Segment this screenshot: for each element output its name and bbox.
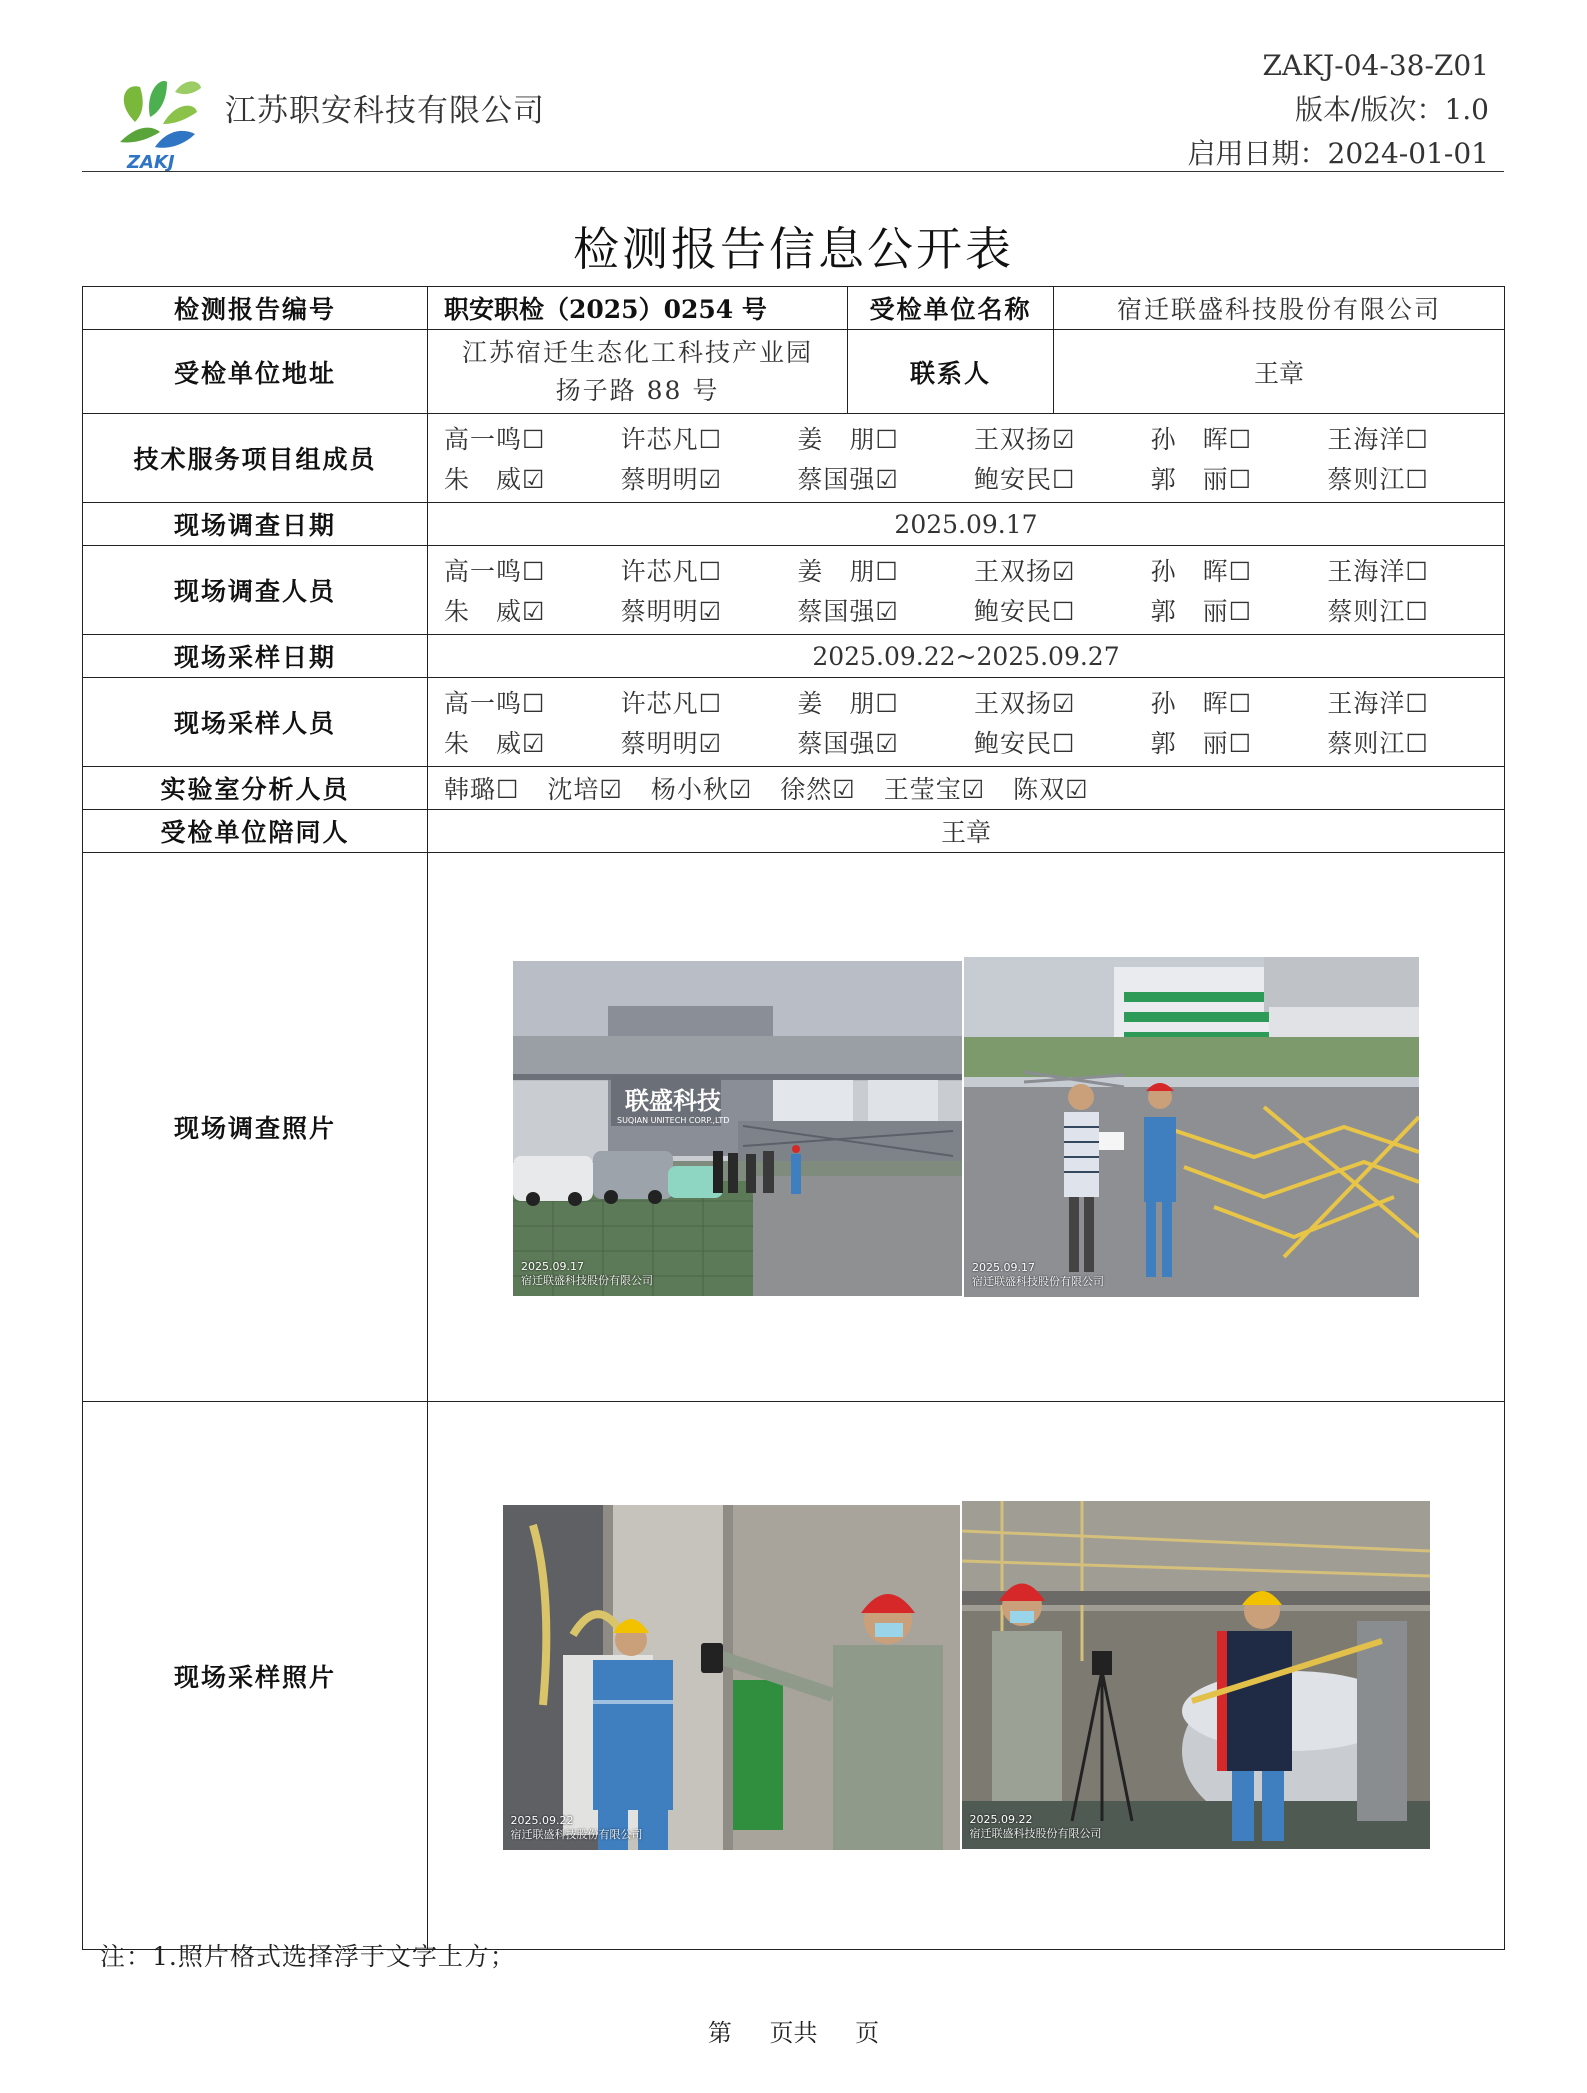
page-number: 第 页共 页: [707, 2019, 880, 2047]
member: 蔡则江☐: [1327, 729, 1429, 758]
sampling-date-label: 现场采样日期: [83, 635, 428, 678]
member: 蔡则江☐: [1327, 465, 1429, 494]
member: 朱 威☑: [444, 597, 546, 626]
survey-photos-cell: [428, 853, 1505, 1402]
address-line1: 江苏宿迁生态化工科技产业园: [461, 337, 813, 367]
survey-photo-yard: [964, 957, 1419, 1297]
sampling-photos-cell: [428, 1402, 1505, 1950]
member: 王海洋☐: [1327, 689, 1429, 718]
sampling-date-value: 2025.09.22~2025.09.27: [428, 635, 1505, 678]
member: 王莹宝☑: [883, 775, 986, 804]
member: 蔡明明☑: [620, 597, 723, 626]
row-address: [83, 330, 1505, 414]
member: 孙 晖☐: [1150, 425, 1253, 454]
survey-date-label: 现场调查日期: [83, 503, 428, 546]
member: 蔡国强☑: [797, 465, 899, 494]
photo-company: 宿迁联盛科技股份有限公司: [521, 1274, 653, 1287]
row-survey-date: [83, 503, 1505, 546]
member: 蔡国强☑: [797, 729, 899, 758]
report-no-label: 检测报告编号: [83, 287, 428, 330]
member: 鲍安民☐: [974, 465, 1076, 494]
member: 蔡国强☑: [797, 597, 899, 626]
sampling-photos: [428, 1501, 1504, 1850]
member: 鲍安民☐: [974, 729, 1076, 758]
member: 孙 晖☐: [1150, 557, 1253, 586]
tech-members-label: 技术服务项目组成员: [83, 414, 428, 503]
photo-date: 2025.09.22: [510, 1814, 574, 1827]
unit-name-label: 受检单位名称: [848, 287, 1054, 330]
row-escort: [83, 810, 1505, 853]
gate-sign: 联盛科技: [625, 1086, 721, 1115]
unit-name-value: 宿迁联盛科技股份有限公司: [1054, 287, 1505, 330]
report-no-value: 职安职检（2025）0254 号: [428, 287, 848, 330]
member: 许芯凡☐: [620, 557, 723, 586]
doc-info: [1188, 44, 1489, 176]
tech-members-cell: [428, 414, 1505, 503]
member: 姜 朋☐: [797, 425, 899, 454]
row-sampling-staff: [83, 678, 1505, 767]
contact-value: 王章: [1054, 330, 1505, 414]
sampling-photo-reactor-watermark: [970, 1813, 1102, 1841]
member: 蔡明明☑: [620, 465, 723, 494]
member: 郭 丽☐: [1150, 729, 1253, 758]
sampling-photos-label: 现场采样照片: [83, 1402, 428, 1950]
member: 孙 晖☐: [1150, 689, 1253, 718]
member: 王双扬☑: [974, 689, 1076, 718]
row-survey-photos: [83, 853, 1505, 1402]
member: 姜 朋☐: [797, 557, 899, 586]
member: 高一鸣☐: [444, 425, 546, 454]
lab-staff-label: 实验室分析人员: [83, 767, 428, 810]
page-title: 检测报告信息公开表: [573, 222, 1014, 276]
photo-date: 2025.09.22: [969, 1813, 1033, 1826]
member: 朱 威☑: [444, 465, 546, 494]
survey-photo-yard-watermark: [972, 1261, 1104, 1289]
sampling-staff-label: 现场采样人员: [83, 678, 428, 767]
member: 姜 朋☐: [797, 689, 899, 718]
member: 韩璐☐: [444, 775, 520, 804]
member: 杨小秋☑: [650, 775, 753, 804]
doc-code: ZAKJ-04-38-Z01: [1262, 49, 1489, 82]
gate-sign-sub: SUQIAN UNITECH CORP.,LTD: [617, 1116, 730, 1125]
row-sampling-photos: [83, 1402, 1505, 1950]
member: 高一鸣☐: [444, 689, 546, 718]
member: 许芯凡☐: [620, 689, 723, 718]
info-table: [82, 286, 1505, 1950]
survey-photos: [428, 957, 1504, 1297]
lab-staff-list: [428, 770, 1504, 806]
tech-members-grid: [428, 414, 1504, 502]
photo-date: 2025.09.17: [521, 1260, 584, 1273]
member: 鲍安民☐: [974, 597, 1076, 626]
sampling-photo-indoor-watermark: [511, 1814, 643, 1842]
member: 沈培☑: [547, 775, 623, 804]
member: 徐然☑: [780, 775, 856, 804]
contact-label: 联系人: [848, 330, 1054, 414]
row-lab-staff: [83, 767, 1505, 810]
member: 陈双☑: [1013, 775, 1089, 804]
company-name: 江苏职安科技有限公司: [225, 93, 545, 129]
sampling-photo-reactor: [962, 1501, 1430, 1849]
member: 郭 丽☐: [1150, 597, 1253, 626]
lab-staff-cell: [428, 767, 1505, 810]
survey-photo-gate-watermark: [521, 1260, 653, 1288]
escort-label: 受检单位陪同人: [83, 810, 428, 853]
sampling-staff-cell: [428, 678, 1505, 767]
address-label: 受检单位地址: [83, 330, 428, 414]
member: 朱 威☑: [444, 729, 546, 758]
row-report-no: [83, 287, 1505, 330]
photo-date: 2025.09.17: [972, 1261, 1035, 1274]
photo-company: 宿迁联盛科技股份有限公司: [510, 1828, 643, 1841]
sampling-photo-indoor: [503, 1505, 960, 1850]
footnote: 注：1.照片格式选择浮于文字上方；: [100, 1942, 516, 1971]
doc-start-date: 启用日期：2024-01-01: [1187, 137, 1489, 170]
header-divider: [82, 171, 1504, 172]
escort-value: 王章: [428, 810, 1505, 853]
photo-company: 宿迁联盛科技股份有限公司: [972, 1275, 1104, 1288]
member: 蔡明明☑: [620, 729, 723, 758]
row-sampling-date: [83, 635, 1505, 678]
survey-photos-label: 现场调查照片: [83, 853, 428, 1402]
survey-staff-label: 现场调查人员: [83, 546, 428, 635]
address-line2: 扬子路 88 号: [555, 375, 720, 405]
address-value: [428, 330, 848, 414]
photo-company: 宿迁联盛科技股份有限公司: [969, 1827, 1102, 1840]
member: 许芯凡☐: [620, 425, 723, 454]
member: 王海洋☐: [1327, 425, 1429, 454]
row-tech-members: [83, 414, 1505, 503]
member: 王海洋☐: [1327, 557, 1429, 586]
member: 王双扬☑: [974, 557, 1076, 586]
survey-staff-grid: [428, 546, 1504, 634]
survey-photo-gate: [513, 961, 962, 1296]
member: 王双扬☑: [974, 425, 1076, 454]
survey-staff-cell: [428, 546, 1505, 635]
logo-text: ZAKJ: [127, 152, 175, 172]
member: 郭 丽☐: [1150, 465, 1253, 494]
row-survey-staff: [83, 546, 1505, 635]
survey-date-value: 2025.09.17: [428, 503, 1505, 546]
sampling-staff-grid: [428, 678, 1504, 766]
member: 高一鸣☐: [444, 557, 546, 586]
member: 蔡则江☐: [1327, 597, 1429, 626]
doc-version: 版本/版次：1.0: [1295, 93, 1489, 126]
company-logo: [105, 62, 215, 172]
